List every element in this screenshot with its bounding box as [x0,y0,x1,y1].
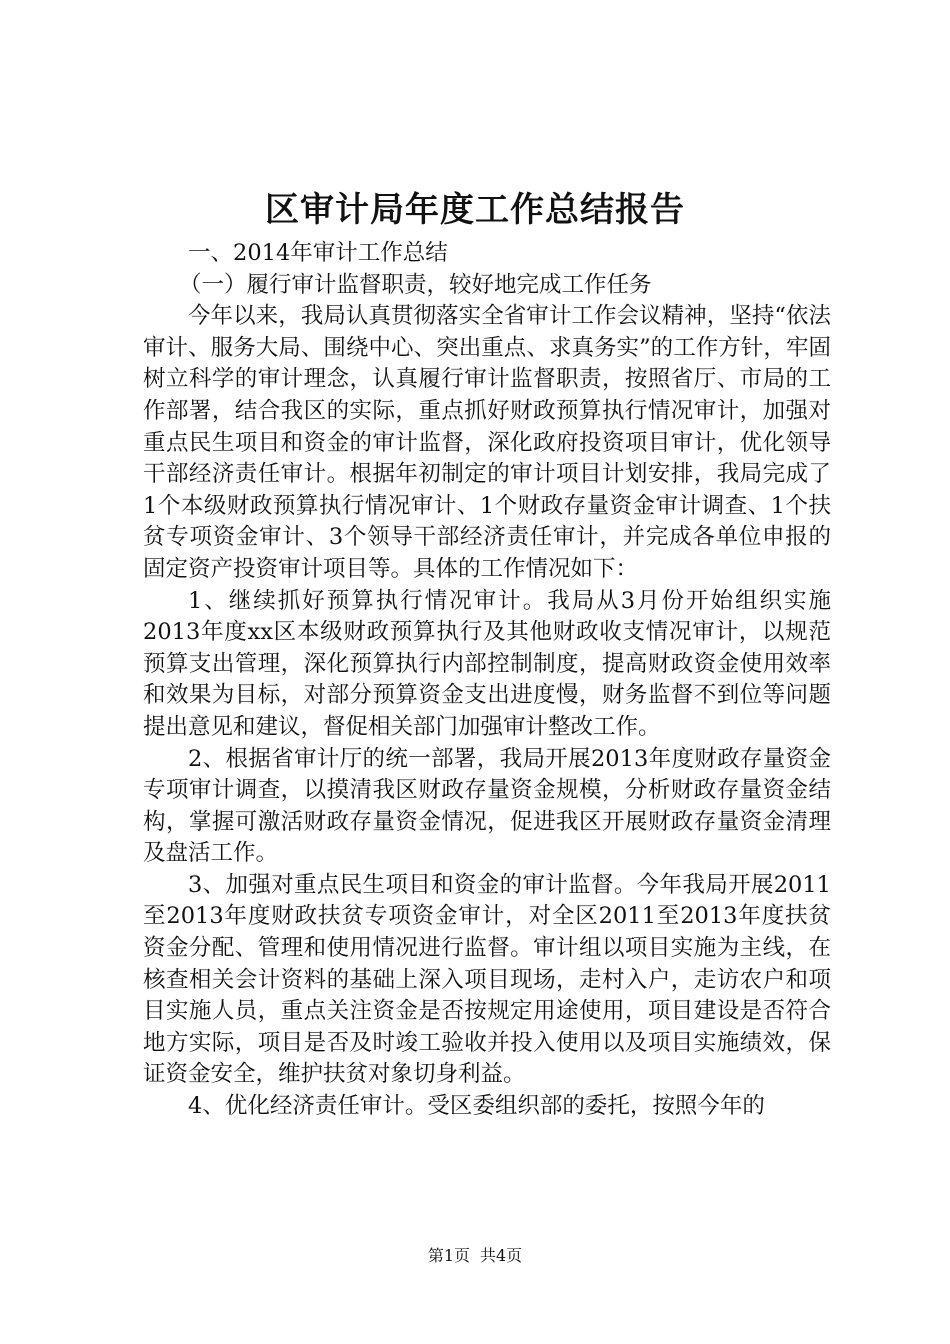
page-number: 第1页 [427,1246,470,1265]
body-paragraph: 今年以来，我局认真贯彻落实全省审计工作会议精神，坚持“依法审计、服务大局、围绕中心、突出重点、求真务实”的工作方针，牢固树立科学的审计理念，认真履行审计监督职责，按照省厅、市局的工作部署，结合我区的实际，重点抓好财政预算执行情况审计，加强对重点民生项目和资金的审计监督，深化政府投资项目审计，优化领导干部经济责任审计。根据年初制定的审计项目计划安排，我局完成了1个本级财政预算执行情况审计、1个财政存量资金审计调查、1个扶贫专项资金审计、3个领导干部经济责任审计，并完成各单位申报的固定资产投资审计项目等。具体的工作情况如下： [143,303,831,582]
page-footer [0,1244,950,1268]
subsection-heading: （一）履行审计监督职责，较好地完成工作任务 [179,271,652,298]
body-paragraph: 4、优化经济责任审计。受区委组织部的委托，按照今年的 [188,1093,765,1120]
page-total: 共4页 [480,1246,523,1265]
document-body [143,238,831,1123]
body-paragraph: 2、根据省审计厅的统一部署，我局开展2013年度财政存量资金专项审计调查，以摸清我区财政存量资金规模，分析财政存量资金结构，掌握可激活财政存量资金情况，促进我区开展财政存量资金清理及盘活工作。 [143,745,831,867]
section-heading: 一、2014年审计工作总结 [188,240,448,266]
body-paragraph: 1、继续抓好预算执行情况审计。我局从3月份开始组织实施2013年度xx区本级财政预算执行及其他财政收支情况审计，以规范预算支出管理，深化预算执行内部控制制度，提高财政资金使用效率和效果为目标，对部分预算资金支出进度慢，财务监督不到位等问题提出意见和建议，督促相关部门加强审计整改工作。 [143,587,831,740]
body-paragraph: 3、加强对重点民生项目和资金的审计监督。今年我局开展2011至2013年度财政扶贫专项资金审计，对全区2011至2013年度扶贫资金分配、管理和使用情况进行监督。审计组以项目实施为主线，在核查相关会计资料的基础上深入项目现场，走村入户，走访农户和项目实施人员，重点关注资金是否按规定用途使用，项目建设是否符合地方实际，项目是否及时竣工验收并投入使用以及项目实施绩效，保证资金安全，维护扶贫对象切身利益。 [143,871,831,1088]
document-title: 区审计局年度工作总结报告 [265,190,685,230]
